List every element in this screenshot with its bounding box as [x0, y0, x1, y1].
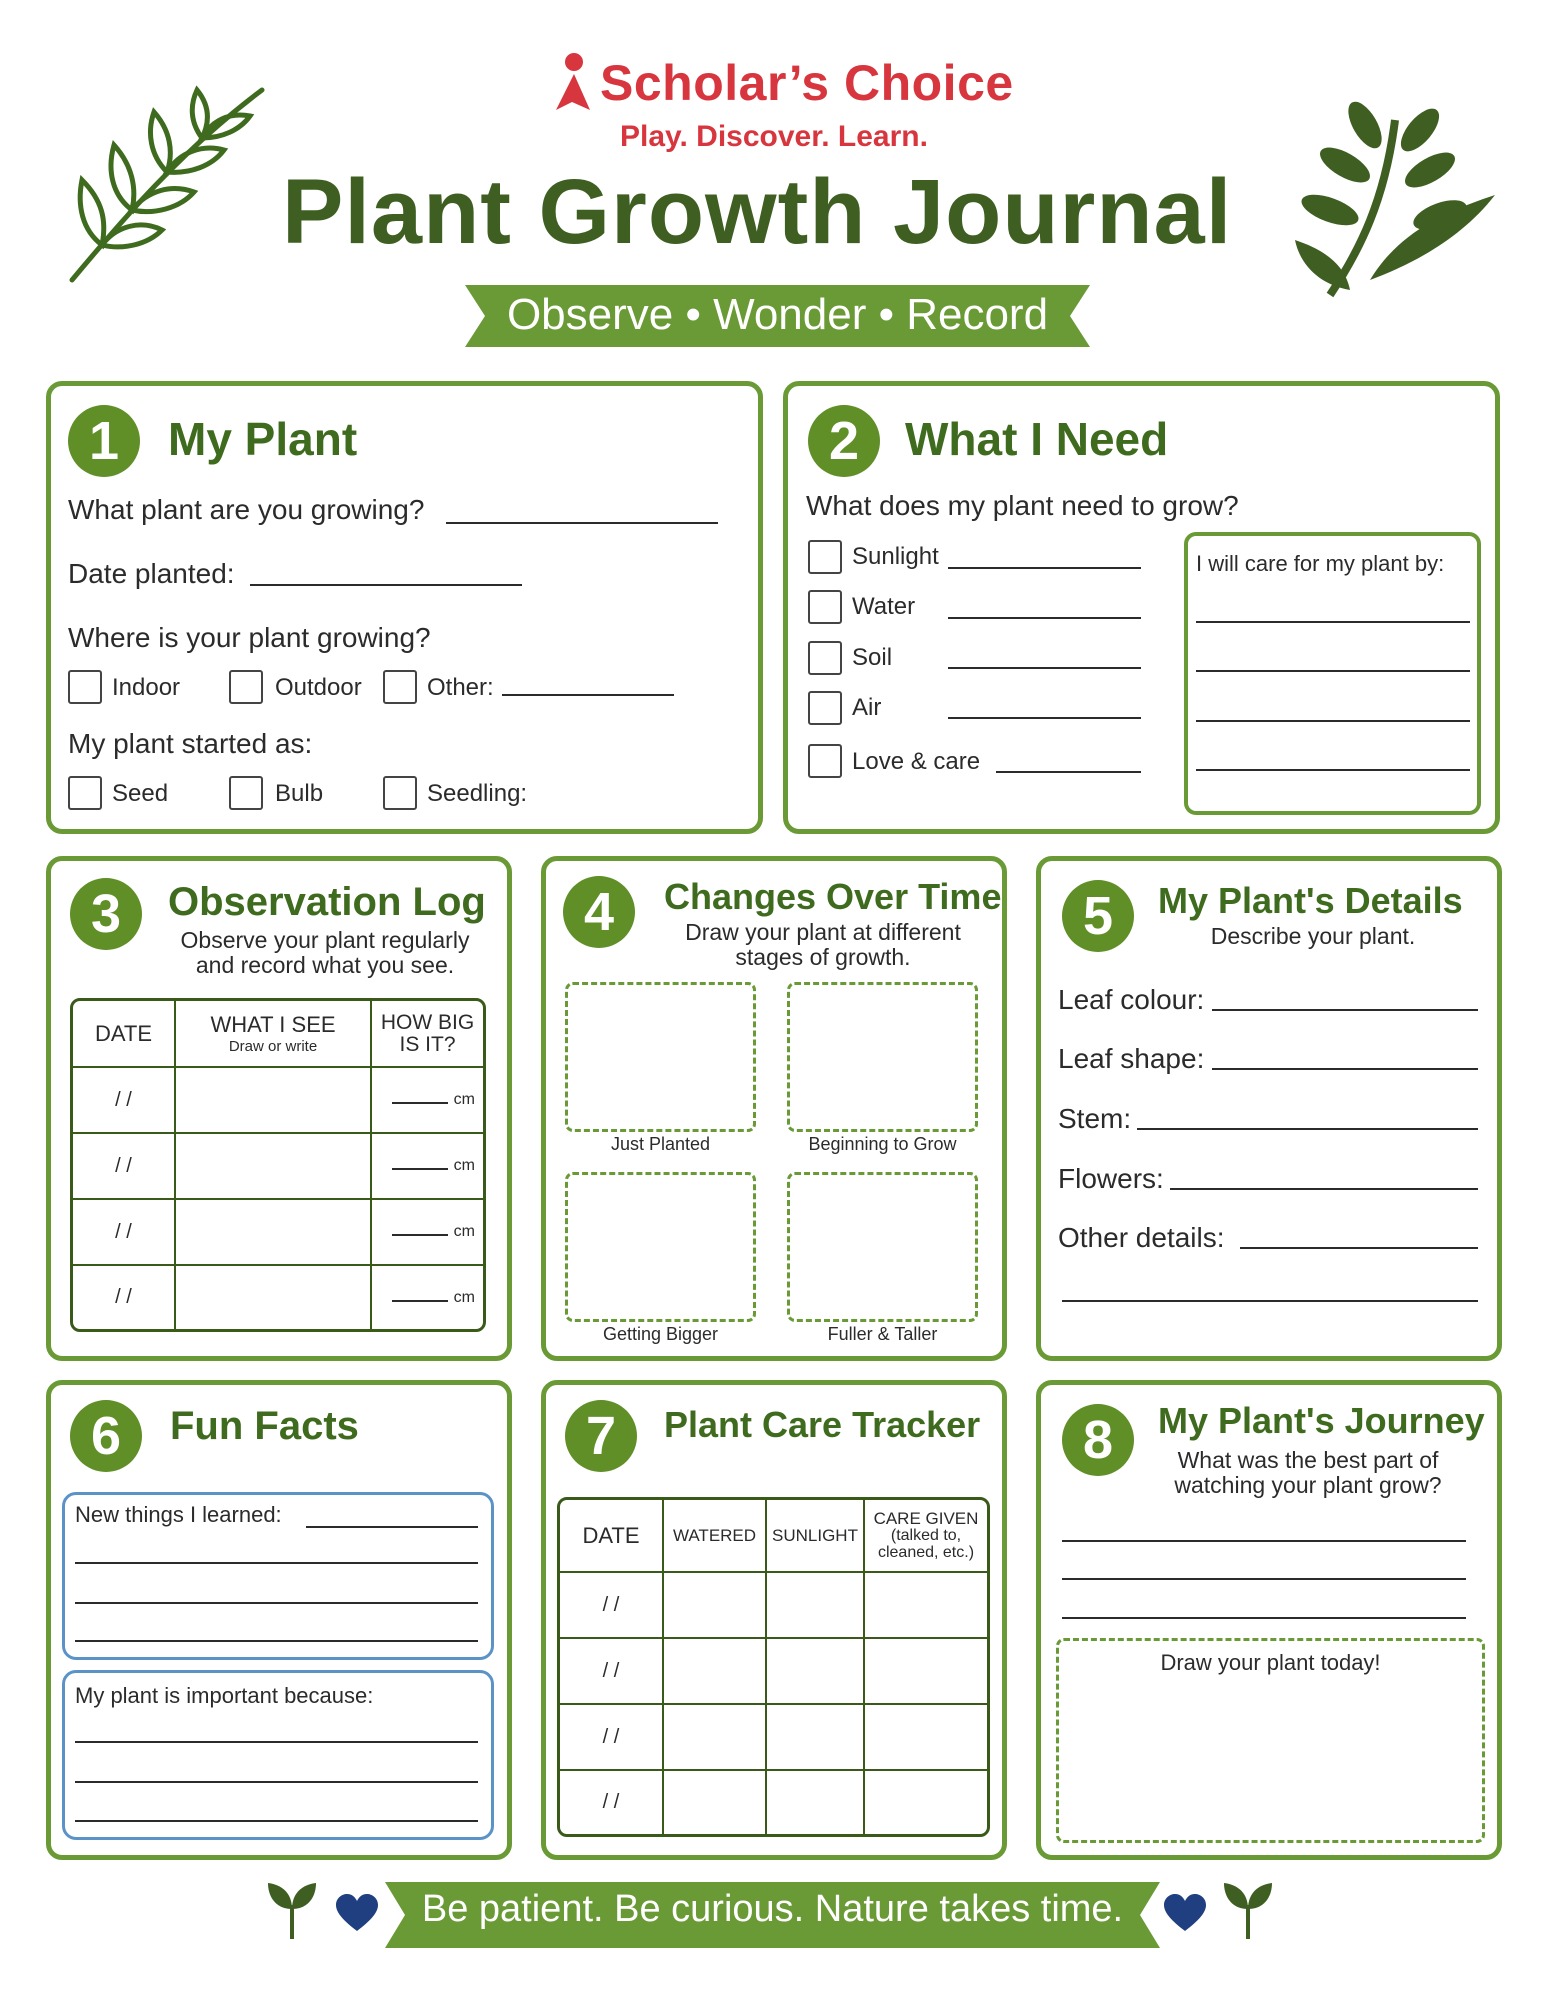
section-number: 3: [70, 878, 142, 950]
leaf-shape-field[interactable]: [1212, 1068, 1478, 1070]
heart-icon: [334, 1893, 380, 1933]
what-i-see-cell[interactable]: [175, 1199, 371, 1265]
date-cell[interactable]: / /: [560, 1770, 663, 1834]
seedling-label: Seedling:: [427, 780, 528, 807]
what-i-see-cell[interactable]: [175, 1265, 371, 1329]
important-line[interactable]: [75, 1741, 478, 1743]
table-row: [560, 1572, 987, 1638]
learned-line[interactable]: [75, 1640, 478, 1642]
table-row: [560, 1704, 987, 1770]
unit-label: cm: [453, 1223, 475, 1241]
section-number: 2: [808, 405, 880, 477]
draw-today-label: Draw your plant today!: [1160, 1650, 1381, 1675]
observation-table: [70, 998, 486, 1332]
bulb-checkbox[interactable]: [229, 776, 263, 810]
section-number: 4: [563, 876, 635, 948]
water-checkbox[interactable]: [808, 590, 842, 624]
date-cell[interactable]: / /: [560, 1572, 663, 1638]
watered-cell[interactable]: [663, 1770, 766, 1834]
care-line[interactable]: [1196, 720, 1470, 722]
sprout-icon: [266, 1875, 318, 1941]
page-title: Plant Growth Journal: [282, 161, 1233, 263]
date-planted-field[interactable]: [250, 584, 522, 586]
section-subtitle: Observe your plant regularly and record what you see.: [180, 927, 470, 978]
stage-caption: Fuller & Taller: [827, 1324, 938, 1344]
drawing-box-just-planted[interactable]: [565, 982, 756, 1132]
section-title: Plant Care Tracker: [664, 1404, 981, 1445]
col-care-given-sub: (talked to, cleaned, etc.): [877, 1527, 975, 1561]
col-sunlight: SUNLIGHT: [766, 1500, 864, 1572]
section-number: 5: [1062, 880, 1134, 952]
learned-line[interactable]: [75, 1602, 478, 1604]
fern-leaf-icon: [62, 80, 277, 285]
what-i-see-cell[interactable]: [175, 1133, 371, 1199]
table-row: [560, 1638, 987, 1704]
indoor-label: Indoor: [112, 674, 181, 701]
table-row: [560, 1770, 987, 1834]
care-cell[interactable]: [864, 1704, 987, 1770]
need-label: Air: [852, 694, 882, 721]
drawing-box-fuller-taller[interactable]: [787, 1172, 978, 1322]
bulb-label: Bulb: [275, 780, 324, 807]
where-growing-label: Where is your plant growing?: [68, 622, 431, 653]
section-number: 7: [565, 1400, 637, 1472]
heart-icon: [1162, 1893, 1208, 1933]
section-number: 8: [1062, 1404, 1134, 1476]
detail-label: Leaf shape:: [1058, 1043, 1205, 1074]
air-field[interactable]: [948, 717, 1141, 719]
important-line[interactable]: [75, 1820, 478, 1822]
important-line[interactable]: [75, 1781, 478, 1783]
detail-label: Leaf colour:: [1058, 984, 1205, 1015]
care-cell[interactable]: [864, 1638, 987, 1704]
detail-label: Flowers:: [1058, 1163, 1164, 1194]
stem-field[interactable]: [1137, 1128, 1478, 1130]
love-care-field[interactable]: [996, 771, 1141, 773]
sunlight-cell[interactable]: [766, 1572, 864, 1638]
sunlight-cell[interactable]: [766, 1638, 864, 1704]
other-field[interactable]: [502, 694, 674, 696]
air-checkbox[interactable]: [808, 691, 842, 725]
table-row: [73, 1067, 483, 1133]
date-cell[interactable]: / /: [560, 1638, 663, 1704]
plant-name-label: What plant are you growing?: [68, 494, 425, 525]
date-cell[interactable]: / /: [73, 1067, 175, 1133]
sunlight-cell[interactable]: [766, 1704, 864, 1770]
sunlight-field[interactable]: [948, 567, 1141, 569]
unit-label: cm: [453, 1288, 475, 1306]
learned-line[interactable]: [75, 1562, 478, 1564]
table-row: [73, 1199, 483, 1265]
watered-cell[interactable]: [663, 1572, 766, 1638]
drawing-box-beginning-to-grow[interactable]: [787, 982, 978, 1132]
section-number: 6: [70, 1400, 142, 1472]
section-title: Observation Log: [168, 880, 486, 924]
care-cell[interactable]: [864, 1572, 987, 1638]
sunlight-cell[interactable]: [766, 1770, 864, 1834]
journey-line[interactable]: [1062, 1617, 1466, 1619]
other-label: Other:: [427, 674, 494, 701]
scholars-choice-logo: [552, 52, 600, 114]
section-title: What I Need: [905, 413, 1169, 465]
leafy-branch-icon: [1290, 100, 1500, 300]
date-planted-label: Date planted:: [68, 558, 235, 589]
important-label: My plant is important because:: [75, 1683, 374, 1708]
journey-line[interactable]: [1062, 1540, 1466, 1542]
seed-label: Seed: [112, 780, 169, 807]
detail-label: Other details:: [1058, 1222, 1225, 1253]
date-cell[interactable]: / /: [73, 1265, 175, 1329]
unit-label: cm: [453, 1157, 475, 1175]
sunlight-checkbox[interactable]: [808, 540, 842, 574]
outdoor-label: Outdoor: [275, 674, 362, 701]
unit-label: cm: [453, 1091, 475, 1109]
learned-label: New things I learned:: [75, 1502, 282, 1527]
section-title: My Plant's Details: [1158, 880, 1463, 921]
flowers-field[interactable]: [1170, 1188, 1478, 1190]
seedling-checkbox[interactable]: [383, 776, 417, 810]
col-date: DATE: [560, 1500, 663, 1572]
needs-question: What does my plant need to grow?: [806, 490, 1239, 521]
section-subtitle: What was the best part of watching your plant grow?: [1174, 1447, 1442, 1498]
col-date: DATE: [73, 1001, 175, 1067]
other-details-field-2[interactable]: [1062, 1300, 1478, 1302]
section-title: Fun Facts: [170, 1404, 359, 1448]
date-cell[interactable]: / /: [560, 1704, 663, 1770]
brand-tagline: Play. Discover. Learn.: [620, 120, 928, 153]
section-subtitle: Describe your plant.: [1210, 923, 1416, 949]
sprout-icon: [1222, 1875, 1274, 1941]
care-tracker-table: [557, 1497, 990, 1837]
care-cell[interactable]: [864, 1770, 987, 1834]
need-label: Sunlight: [852, 543, 939, 570]
journey-line[interactable]: [1062, 1578, 1466, 1580]
plant-name-field[interactable]: [446, 522, 718, 524]
care-line[interactable]: [1196, 769, 1470, 771]
other-details-field[interactable]: [1240, 1247, 1478, 1249]
outdoor-checkbox[interactable]: [229, 670, 263, 704]
col-what-i-see-sub: Draw or write: [228, 1038, 318, 1055]
stage-caption: Beginning to Grow: [808, 1134, 957, 1154]
date-cell[interactable]: / /: [73, 1199, 175, 1265]
section-number: 1: [68, 405, 140, 477]
col-watered: WATERED: [663, 1500, 766, 1572]
watered-cell[interactable]: [663, 1638, 766, 1704]
other-checkbox[interactable]: [383, 670, 417, 704]
care-line[interactable]: [1196, 670, 1470, 672]
section-subtitle: Draw your plant at different stages of growth.: [685, 919, 961, 970]
soil-field[interactable]: [948, 667, 1141, 669]
col-what-i-see: WHAT I SEE: [210, 1012, 336, 1037]
love-care-checkbox[interactable]: [808, 744, 842, 778]
care-line[interactable]: [1196, 621, 1470, 623]
what-i-see-cell[interactable]: [175, 1067, 371, 1133]
brand-name: Scholar’s Choice: [600, 55, 1014, 111]
seed-checkbox[interactable]: [68, 776, 102, 810]
leaf-colour-field[interactable]: [1212, 1009, 1478, 1011]
indoor-checkbox[interactable]: [68, 670, 102, 704]
section-my-plant: [46, 381, 763, 834]
drawing-box-getting-bigger[interactable]: [565, 1172, 756, 1322]
need-label: Water: [852, 593, 916, 620]
detail-label: Stem:: [1058, 1103, 1132, 1134]
need-label: Love & care: [852, 748, 981, 775]
col-care-given: CARE GIVEN: [873, 1509, 979, 1528]
started-as-label: My plant started as:: [68, 728, 313, 759]
stage-caption: Just Planted: [610, 1134, 711, 1154]
soil-checkbox[interactable]: [808, 641, 842, 675]
watered-cell[interactable]: [663, 1704, 766, 1770]
stage-caption: Getting Bigger: [602, 1324, 719, 1344]
section-title: Changes Over Time: [664, 876, 1002, 917]
water-field[interactable]: [948, 617, 1141, 619]
learned-line[interactable]: [306, 1526, 478, 1528]
table-row: [73, 1133, 483, 1199]
date-cell[interactable]: / /: [73, 1133, 175, 1199]
section-title: My Plant's Journey: [1158, 1400, 1485, 1441]
need-label: Soil: [852, 644, 893, 671]
table-row: [73, 1265, 483, 1329]
care-box-label: I will care for my plant by:: [1196, 551, 1445, 576]
section-title: My Plant: [168, 413, 358, 465]
col-how-big: HOW BIG IS IT?: [371, 1001, 483, 1067]
ribbon-text: Observe • Wonder • Record: [506, 290, 1049, 339]
footer-motto: Be patient. Be curious. Nature takes time.: [421, 1888, 1124, 1930]
